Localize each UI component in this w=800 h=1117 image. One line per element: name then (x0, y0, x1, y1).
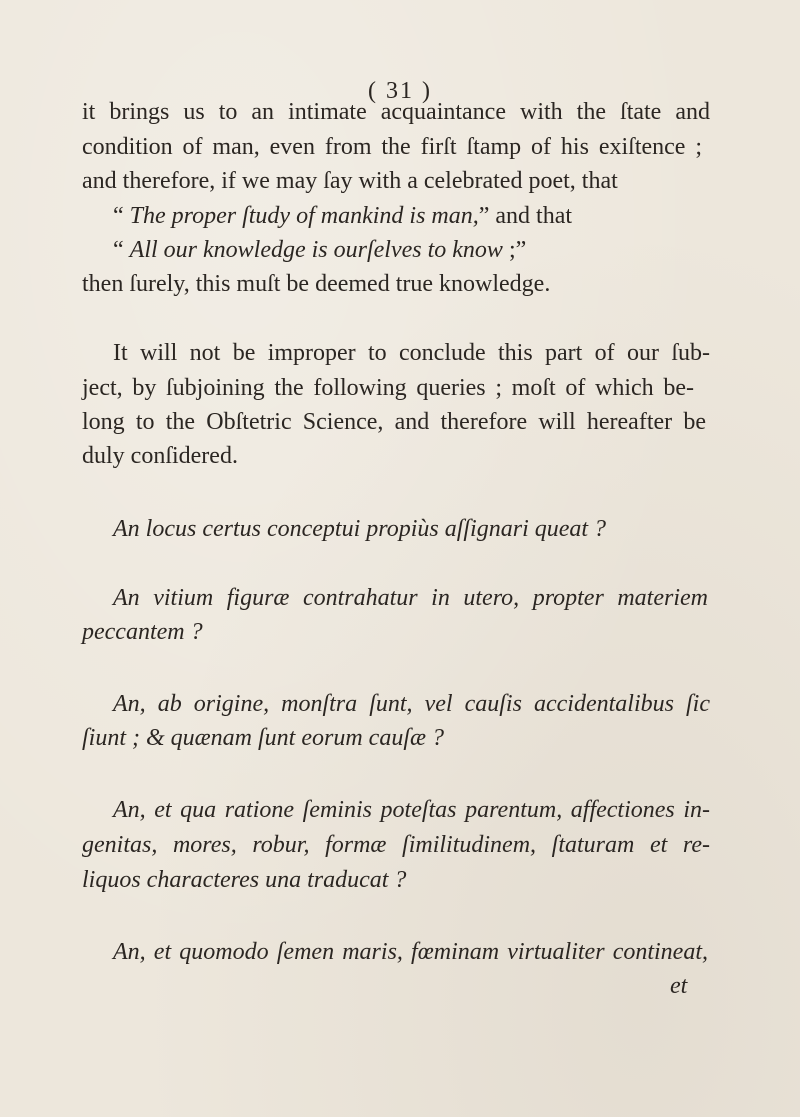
query-2-line-1: An vitium figuræ contrahatur in utero, propter materiem (113, 585, 708, 611)
quote-line-1 (113, 201, 572, 231)
query-4-line-1: An, et qua ratione ſeminis poteſtas parentum, affectiones in- (113, 797, 710, 823)
quote-1-close: ” and that (478, 203, 573, 229)
query-3-line-2: ſiunt ; & quænam ſunt eorum cauſæ ? (82, 725, 444, 751)
paragraph-1-line-3: and therefore, if we may ſay with a celebrated poet, that (82, 168, 618, 194)
quote-line-2 (113, 235, 526, 265)
query-4-line-2: genitas, mores, robur, formæ ſimilitudinem, ſtaturam et re- (82, 832, 710, 858)
paragraph-1-line-2: condition of man, even from the firſt ſtamp of his exiſtence ; (82, 134, 702, 160)
paragraph-1-line-6: then ſurely, this muſt be deemed true knowledge. (82, 271, 551, 297)
query-1-line-1: An locus certus conceptui propiùs aſſignari queat ? (113, 516, 607, 542)
query-3-line-1: An, ab origine, monſtra ſunt, vel cauſis accidentalibus ſic (113, 691, 710, 717)
quote-1-open: “ (113, 203, 130, 229)
query-5-line-1: An, et quomodo ſemen maris, fœminam virtualiter contineat, (113, 939, 708, 965)
query-4-line-3: liquos characteres una traducat ? (82, 867, 407, 893)
quote-2-close: ;” (502, 237, 527, 263)
quote-2-text: All our knowledge is ourſelves to know (129, 237, 503, 263)
paragraph-2-line-2: ject, by ſubjoining the following queries ; moſt of which be- (82, 375, 694, 401)
catchword: et (670, 973, 688, 999)
paragraph-2-line-1: It will not be improper to conclude this part of our ſub- (113, 340, 710, 366)
paragraph-1-line-1: it brings us to an intimate acquaintance with the ſtate and (82, 99, 710, 125)
quote-1-text: The proper ſtudy of mankind is man, (129, 203, 479, 229)
page-number: ( 31 ) (368, 78, 432, 104)
query-2-line-2: peccantem ? (82, 619, 203, 645)
quote-2-open: “ (113, 237, 130, 263)
paragraph-2-line-4: duly conſidered. (82, 443, 238, 469)
paragraph-2-line-3: long to the Obſtetric Science, and therefore will hereafter be (82, 409, 706, 435)
